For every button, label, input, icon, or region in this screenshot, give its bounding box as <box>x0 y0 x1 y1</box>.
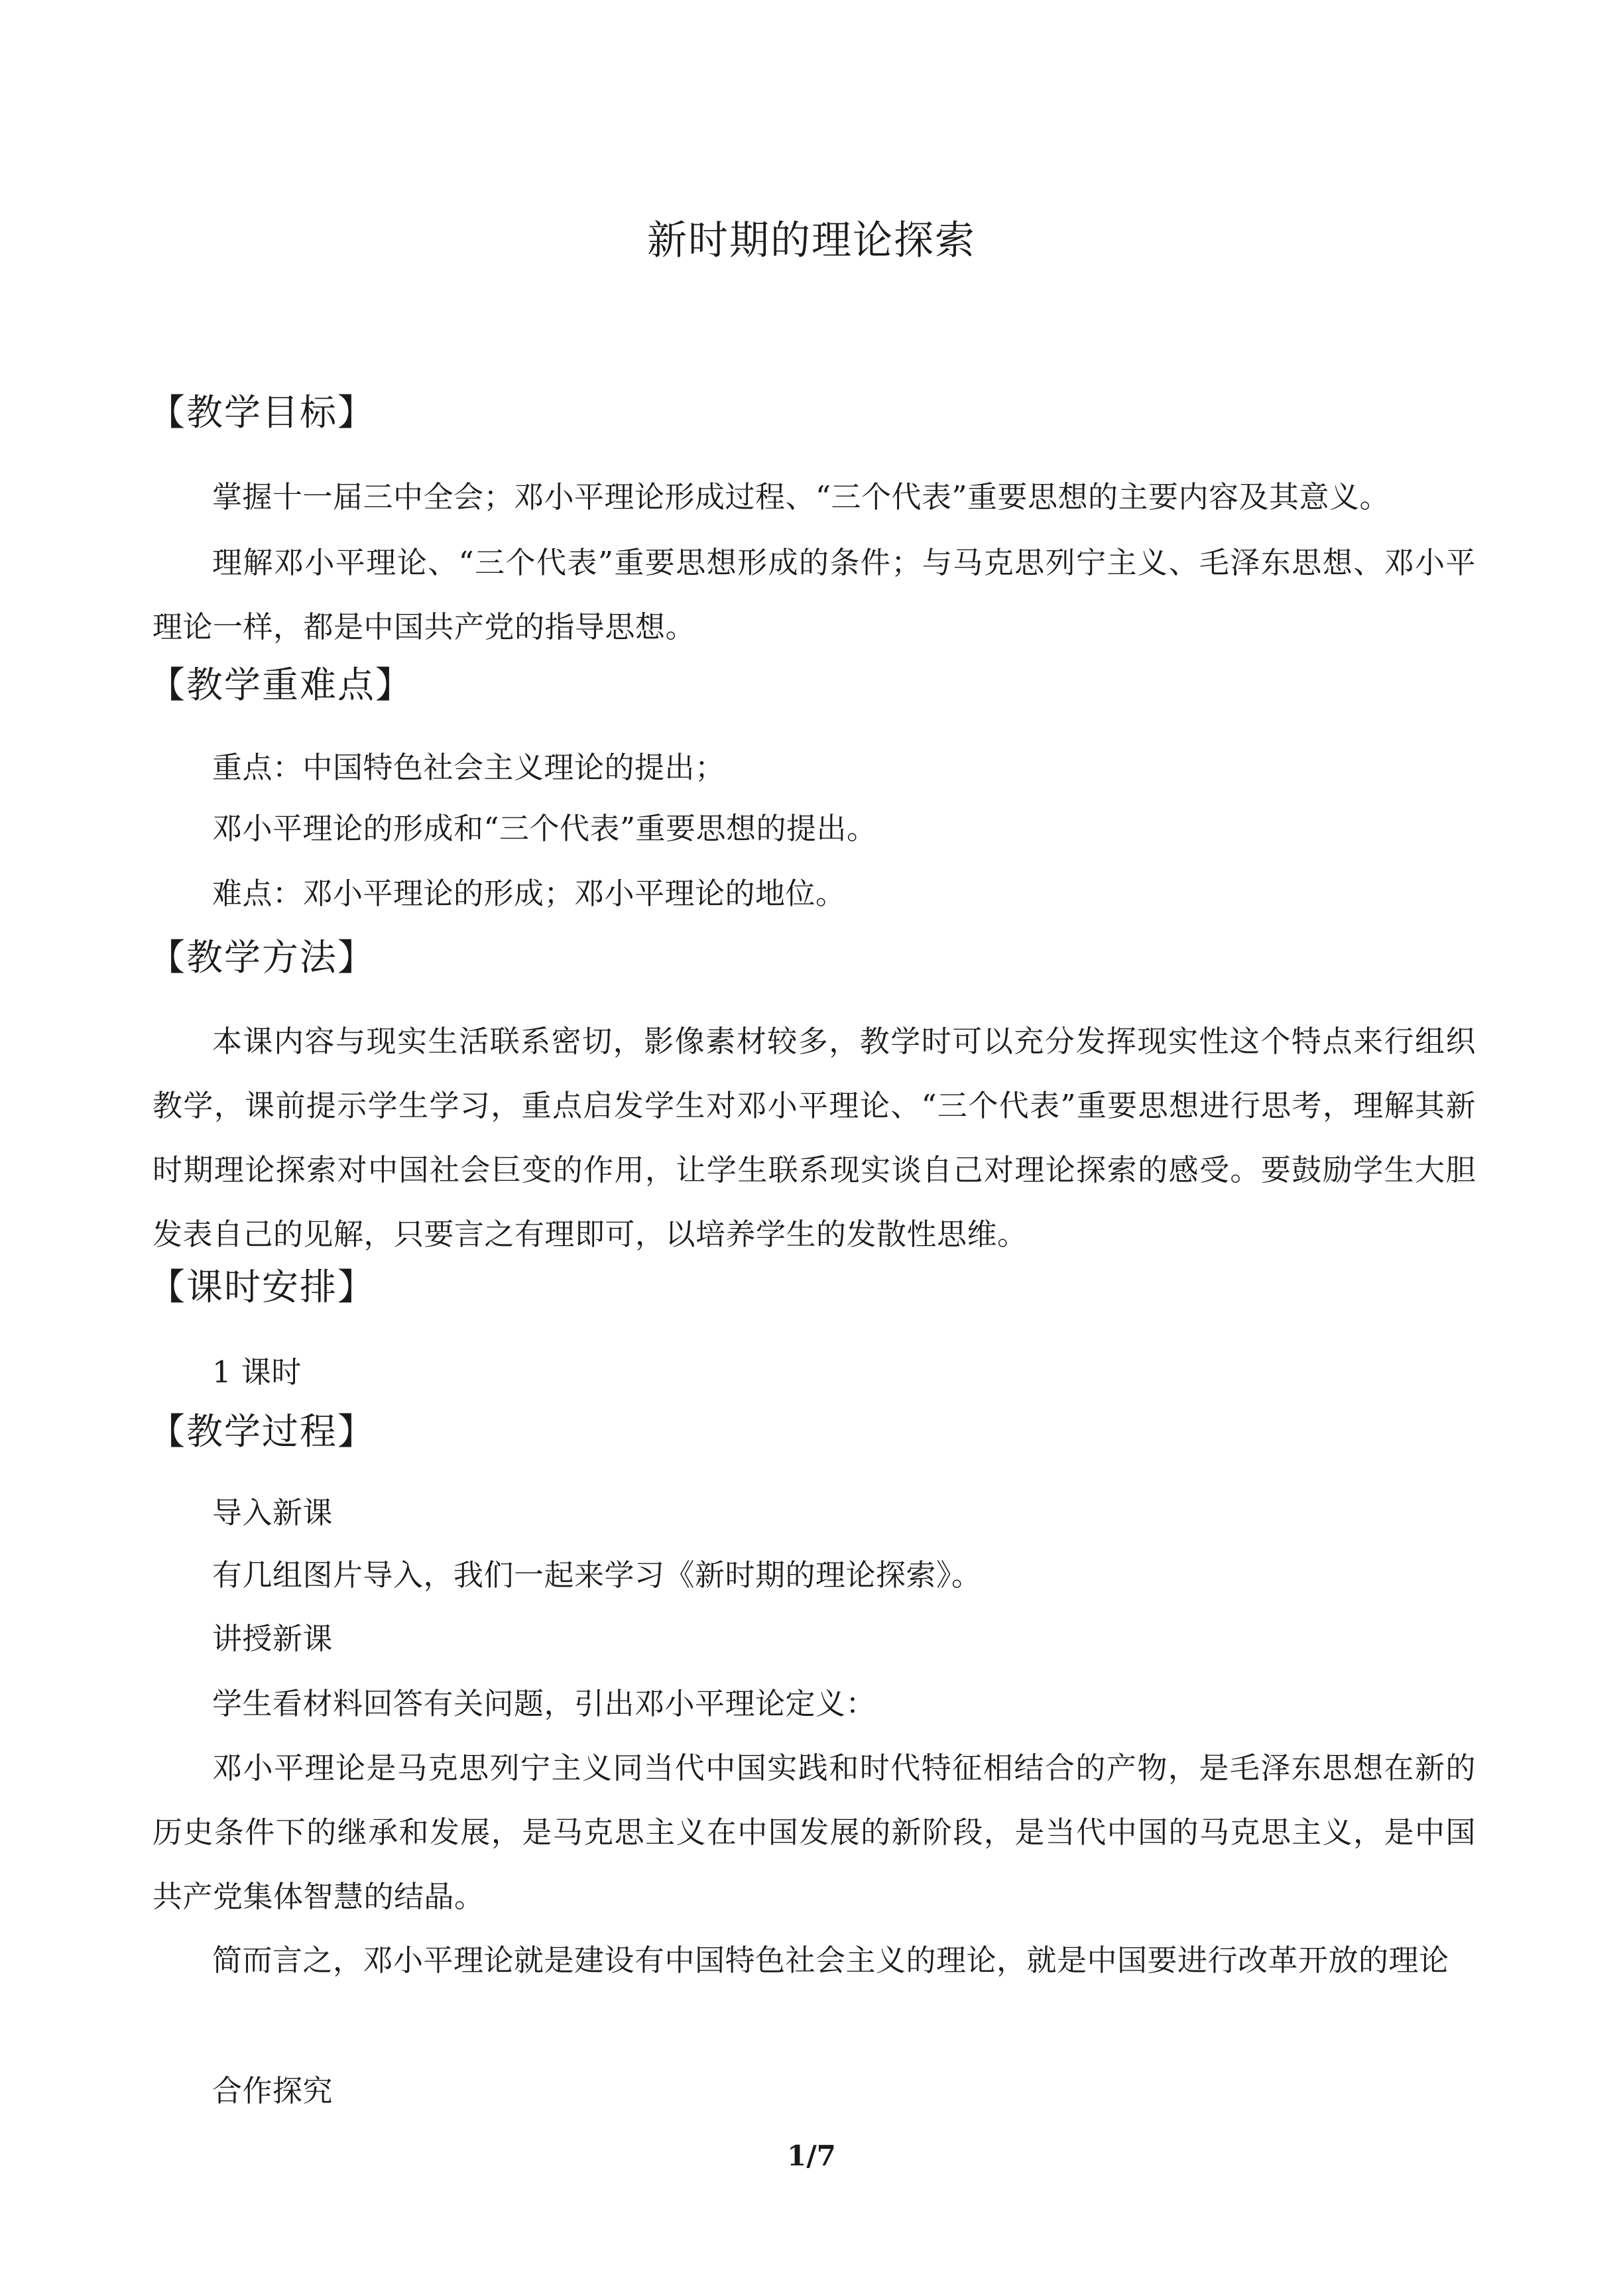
process-intro-text: 有几组图片导入，我们一起来学习《新时期的理论探索》。 <box>212 1557 982 1593</box>
objectives-paragraph-2: 理解邓小平理论、“三个代表”重要思想形成的条件；与马克思列宁主义、毛泽东思想、邓小平理论一样，都是中国共产党的指导思想。 <box>152 545 1476 644</box>
key-point-line-1: 重点：中国特色社会主义理论的提出； <box>212 750 725 785</box>
process-intro-label: 导入新课 <box>212 1495 333 1530</box>
process-lecture-text: 学生看材料回答有关问题，引出邓小平理论定义： <box>212 1686 876 1721</box>
key-point-line-2: 邓小平理论的形成和“三个代表”重要思想的提出。 <box>212 811 877 846</box>
section-heading-objectives: 【教学目标】 <box>149 391 376 434</box>
process-summary-paragraph: 简而言之，邓小平理论就是建设有中国特色社会主义的理论，就是中国要进行改革开放的理论 <box>212 1943 1449 1978</box>
section-heading-key-points: 【教学重难点】 <box>149 664 414 706</box>
page-number: 1/7 <box>787 2140 836 2172</box>
schedule-text: 1 课时 <box>212 1355 302 1390</box>
section-heading-methods: 【教学方法】 <box>149 936 376 979</box>
process-cooperation-label: 合作探究 <box>212 2073 333 2108</box>
process-definition-paragraph: 邓小平理论是马克思列宁主义同当代中国实践和时代特征相结合的产物，是毛泽东思想在新的历史条件下的继承和发展，是马克思主义在中国发展的新阶段，是当代中国的马克思主义，是中国共产党集体智慧的结晶。 <box>152 1750 1476 1914</box>
objectives-paragraph-1: 掌握十一届三中全会；邓小平理论形成过程、“三个代表”重要思想的主要内容及其意义。 <box>212 479 1390 514</box>
section-heading-process: 【教学过程】 <box>149 1410 376 1453</box>
key-point-line-3: 难点：邓小平理论的形成；邓小平理论的地位。 <box>212 876 846 911</box>
methods-paragraph: 本课内容与现实生活联系密切，影像素材较多，教学时可以充分发挥现实性这个特点来行组织教学，课前提示学生学习，重点启发学生对邓小平理论、“三个代表”重要思想进行思考，理解其新时期理论探索对中国社会巨变的作用，让学生联系现实谈自己对理论探索的感受。要鼓励学生大胆发表自己的见解，只要言之有理即可，以培养学生的发散性思维。 <box>152 1024 1476 1252</box>
document-title: 新时期的理论探索 <box>647 217 976 264</box>
process-lecture-label: 讲授新课 <box>212 1621 333 1656</box>
section-heading-schedule: 【课时安排】 <box>149 1266 376 1308</box>
